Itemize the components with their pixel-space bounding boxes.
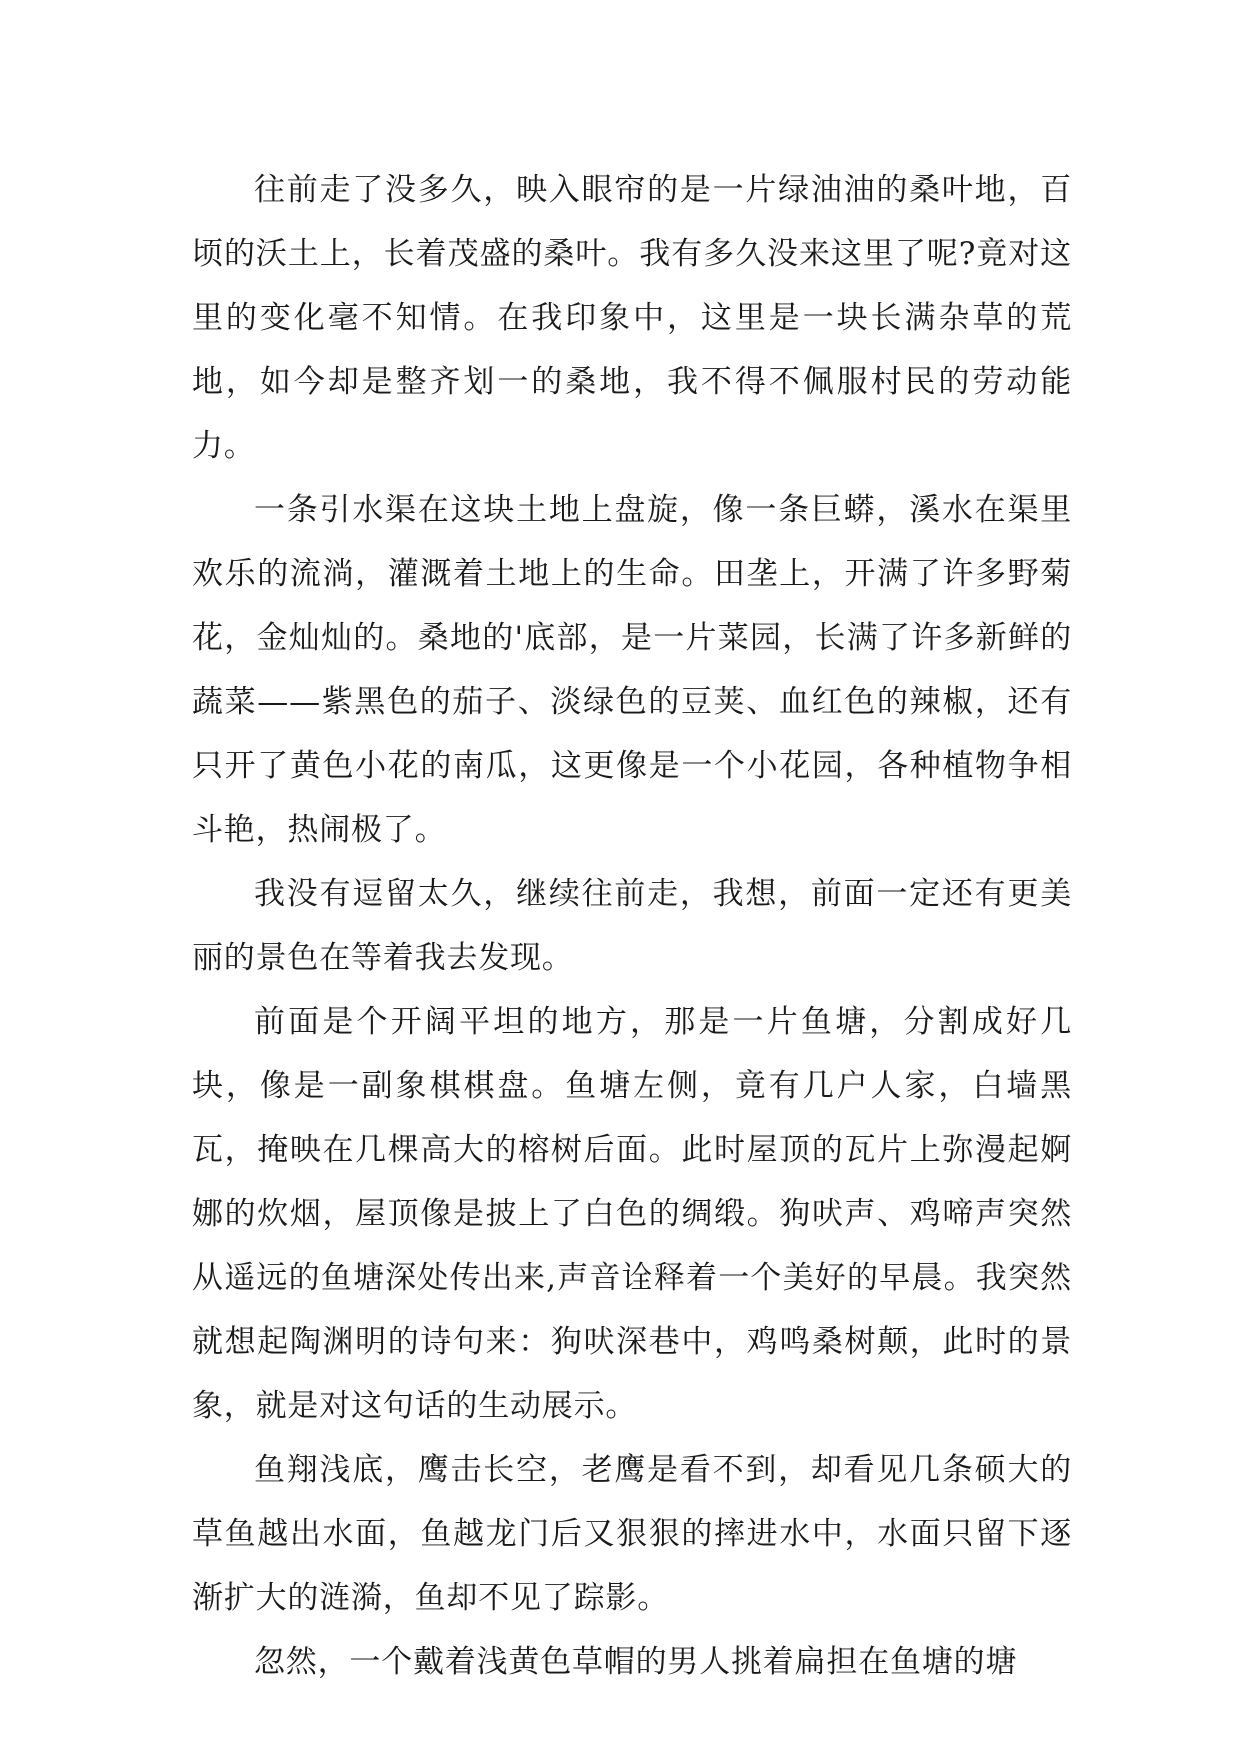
document-page (192, 158, 1072, 1694)
paragraph: 前面是个开阔平坦的地方，那是一片鱼塘，分割成好几块，像是一副象棋棋盘。鱼塘左侧，竟有几户人家，白墙黑瓦，掩映在几棵高大的榕树后面。此时屋顶的瓦片上弥漫起婀娜的炊烟，屋顶像是披上了白色的绸缎。狗吠声、鸡啼声突然从遥远的鱼塘深处传出来,声音诠释着一个美好的早晨。我突然就想起陶渊明的诗句来：狗吠深巷中，鸡鸣桑树颠，此时的景象，就是对这句话的生动展示。 (192, 1004, 1072, 1424)
paragraph: 鱼翔浅底，鹰击长空，老鹰是看不到，却看见几条硕大的草鱼越出水面，鱼越龙门后又狠狠的摔进水中，水面只留下逐渐扩大的涟漪，鱼却不见了踪影。 (192, 1452, 1072, 1616)
paragraph: 忽然，一个戴着浅黄色草帽的男人挑着扁担在鱼塘的塘 (254, 1644, 1018, 1680)
paragraph: 我没有逗留太久，继续往前走，我想，前面一定还有更美丽的景色在等着我去发现。 (192, 876, 1072, 976)
paragraph: 一条引水渠在这块土地上盘旋，像一条巨蟒，溪水在渠里欢乐的流淌，灌溉着土地上的生命。田垄上，开满了许多野菊花，金灿灿的。桑地的'底部，是一片菜园，长满了许多新鲜的蔬菜——紫黑色的茄子、淡绿色的豆荚、血红色的辣椒，还有只开了黄色小花的南瓜，这更像是一个小花园，各种植物争相斗艳，热闹极了。 (192, 492, 1072, 848)
paragraph: 往前走了没多久，映入眼帘的是一片绿油油的桑叶地，百顷的沃土上，长着茂盛的桑叶。我有多久没来这里了呢?竟对这里的变化毫不知情。在我印象中，这里是一块长满杂草的荒地，如今却是整齐划一的桑地，我不得不佩服村民的劳动能力。 (192, 172, 1072, 464)
